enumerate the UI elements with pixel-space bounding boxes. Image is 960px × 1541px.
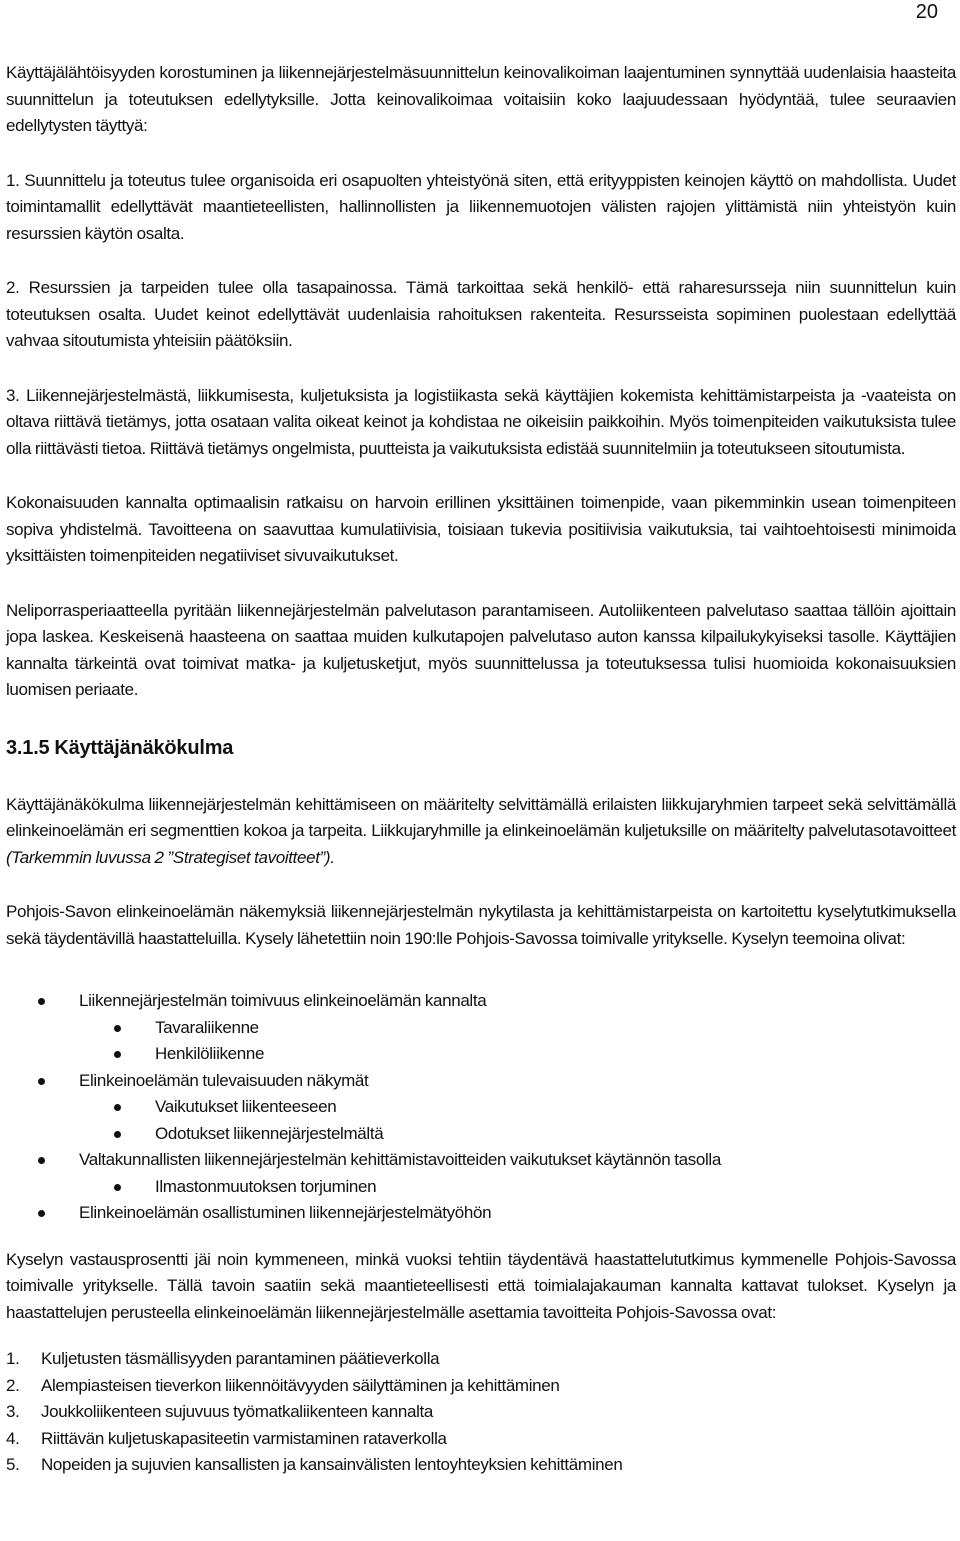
goal-number: 4. (6, 1428, 20, 1448)
goal-number: 3. (6, 1402, 20, 1421)
theme-text: Elinkeinoelämän tulevaisuuden näkymät (79, 1070, 369, 1090)
paragraph-neliporras: Neliporrasperiaatteella pyritään liikennejärjestelmän palvelutason parantamiseen. Autoliikenteen palvelutaso saattaa tällöin ajoittain jopa laskea. Keskeisenä haasteena on saattaa muiden kulkutapojen palvelutaso auton kanssa kilpailukykyiseksi tasolle. Käyttäjien kannalta tärkeintä ovat toimivat matka- ja kuljetusketjut, myös suunnittelussa ja toteutuksessa tulisi huomioida kokonaisuuksien luomisen periaate. (6, 600, 956, 699)
goal-list-item (6, 1426, 956, 1453)
bullet-icon (114, 1131, 121, 1138)
bullet-icon (114, 1104, 121, 1111)
condition-1: 1. Suunnittelu ja toteutus tulee organisoida eri osapuolten yhteistyönä siten, että erityyppisten keinojen käyttö on mahdollista. Uudet toimintamallit edellyttävät maantieteellisten, hallinnollisten ja liikennemuotojen välisten rajojen ylittämistä niin yhteistyön kuin resurssien käytön osalta. (6, 170, 956, 243)
goal-list-item (6, 1373, 956, 1400)
theme-text: Vaikutukset liikenteeseen (155, 1097, 337, 1116)
goal-number: 5. (6, 1455, 20, 1474)
theme-list-item (6, 1121, 956, 1148)
theme-text: Odotukset liikennejärjestelmältä (155, 1123, 384, 1143)
bullet-icon (38, 1210, 45, 1217)
theme-list-item (6, 1147, 956, 1174)
goal-number: 1. (6, 1349, 20, 1368)
section-heading: 3.1.5 Käyttäjänäkökulma (6, 736, 234, 759)
condition-2: 2. Resurssien ja tarpeiden tulee olla tasapainossa. Tämä tarkoittaa sekä henkilö- että raharesursseja niin suunnittelun kuin toteutuksen osalta. Uudet keinot edellyttävät uudenlaisia rahoituksen rakenteita. Resursseista sopiminen puolestaan edellyttää vahvaa sitoutumista yhteisiin päätöksiin. (6, 278, 956, 350)
theme-text: Ilmastonmuutoksen torjuminen (155, 1176, 377, 1196)
goal-list-item (6, 1399, 956, 1426)
survey-themes-list (6, 988, 956, 1227)
document-body (6, 60, 956, 1479)
intro-paragraph: Käyttäjälähtöisyyden korostuminen ja liikennejärjestelmäsuunnittelun keinovalikoiman laajentuminen synnyttää uudenlaisia haasteita suunnittelun ja toteutuksen edellytyksille. Jotta keinovalikoimaa voitaisiin koko laajuudessaan hyödyntää, tulee seuraavien edellytysten täyttyä: (6, 63, 956, 135)
theme-list-item (6, 1200, 956, 1227)
bullet-icon (38, 1157, 45, 1164)
goals-list (6, 1346, 956, 1479)
theme-list-item (6, 1068, 956, 1095)
goal-text: Nopeiden ja sujuvien kansallisten ja kansainvälisten lentoyhteyksien kehittäminen (41, 1455, 623, 1474)
goal-list-item (6, 1452, 956, 1479)
theme-list-item (6, 1094, 956, 1121)
theme-list-item (6, 1174, 956, 1201)
goal-number: 2. (6, 1375, 20, 1395)
theme-text: Liikennejärjestelmän toimivuus elinkeinoelämän kannalta (79, 991, 487, 1010)
goal-list-item (6, 1346, 956, 1373)
theme-text: Elinkeinoelämän osallistuminen liikennejärjestelmätyöhön (79, 1203, 492, 1222)
paragraph-kayttajanakokulma (6, 792, 956, 872)
bullet-icon (38, 1078, 45, 1085)
chapter-reference: (Tarkemmin luvussa 2 ”Strategiset tavoitteet”). (6, 847, 335, 867)
page-number: 20 (915, 1, 938, 23)
bullet-icon (114, 1025, 121, 1032)
bullet-icon (114, 1051, 121, 1058)
goal-text: Alempiasteisen tieverkon liikennöitävyyden säilyttäminen ja kehittäminen (41, 1375, 560, 1395)
paragraph-kyselyn: Kyselyn vastausprosentti jäi noin kymmeneen, minkä vuoksi tehtiin täydentävä haastattelututkimus kymmenelle Pohjois-Savossa toimivalle yritykselle. Tällä tavoin saatiin sekä maantieteellisesti että toimialajakauman kannalta kattavat tulokset. Kyselyn ja haastattelujen perusteella elinkeinoelämän liikennejärjestelmälle asettamia tavoitteita Pohjois-Savossa ovat: (6, 1249, 956, 1322)
theme-text: Tavaraliikenne (155, 1017, 259, 1037)
theme-list-item (6, 1015, 956, 1042)
theme-list-item (6, 1041, 956, 1068)
bullet-icon (114, 1184, 121, 1191)
condition-3: 3. Liikennejärjestelmästä, liikkumisesta, kuljetuksista ja logistiikasta sekä käyttäjien kokemista kehittämistarpeista ja -vaateista on oltava riittävä tietämys, jotta osataan valita oikeat keinot ja kohdistaa ne oikeisiin paikkoihin. Myös toimenpiteiden vaikutuksista tulee olla riittävästi tietoa. Riittävä tietämys ongelmista, puutteista ja vaikutuksista edistää suunnitelmiin ja toteutukseen sitoutumista. (6, 385, 956, 458)
goal-text: Riittävän kuljetuskapasiteetin varmistaminen rataverkolla (41, 1428, 447, 1448)
goal-text: Joukkoliikenteen sujuvuus työmatkaliikenteen kannalta (41, 1402, 433, 1421)
theme-text: Valtakunnallisten liikennejärjestelmän kehittämistavoitteiden vaikutukset käytännön tasolla (79, 1150, 721, 1169)
paragraph-kayttajanakokulma-text: Käyttäjänäkökulma liikennejärjestelmän kehittämiseen on määritelty selvittämällä erilaisten liikkujaryhmien tarpeet sekä selvittämällä elinkeinoelämän eri segmenttien kokoa ja tarpeita. Liikkujaryhmille ja elinkeinoelämän kuljetuksille on määritelty palvelutasotavoitteet (6, 794, 956, 840)
theme-list-item (6, 988, 956, 1015)
paragraph-pohjois-savo: Pohjois-Savon elinkeinoelämän näkemyksiä liikennejärjestelmän nykytilasta ja kehittämistarpeista on kartoitettu kyselytutkimuksella sekä täydentävillä haastatteluilla. Kysely lähetettiin noin 190:lle Pohjois-Savossa toimivalle yritykselle. Kyselyn teemoina olivat: (6, 902, 956, 948)
paragraph-kokonaisuus: Kokonaisuuden kannalta optimaalisin ratkaisu on harvoin erillinen yksittäinen toimenpide, vaan pikemminkin usean toimenpiteen sopiva yhdistelmä. Tavoitteena on saavuttaa kumulatiivisia, toisiaan tukevia positiivisia vaikutuksia, tai vaihtoehtoisesti minimoida yksittäisten toimenpiteiden negatiiviset sivuvaikutukset. (6, 493, 956, 565)
bullet-icon (38, 998, 45, 1005)
theme-text: Henkilöliikenne (155, 1044, 265, 1063)
goal-text: Kuljetusten täsmällisyyden parantaminen päätieverkolla (41, 1349, 440, 1368)
